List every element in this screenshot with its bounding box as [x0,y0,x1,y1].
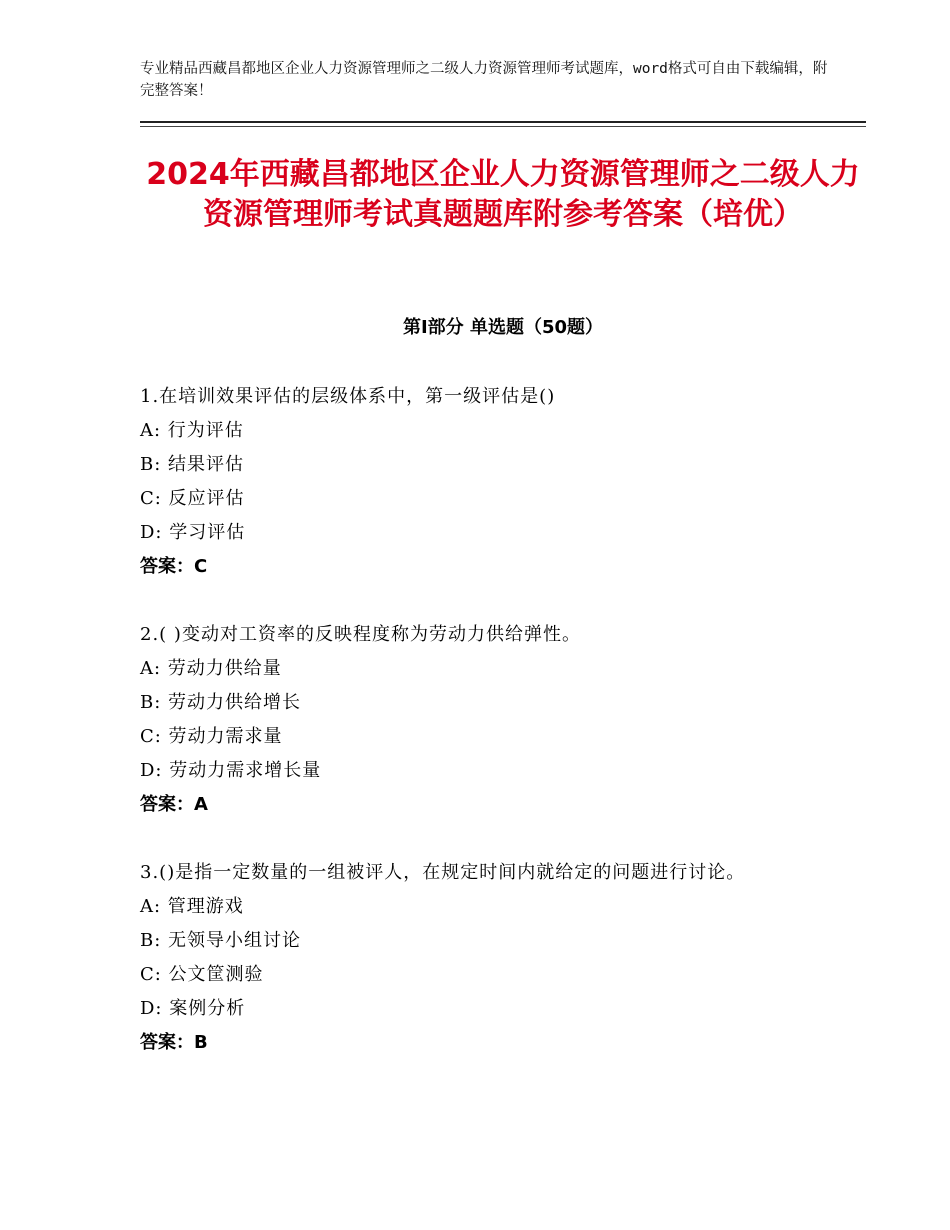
section-title: 第Ⅰ部分 单选题（50题） [402,317,603,338]
question-stem: 2.( )变动对工资率的反映程度称为劳动力供给弹性。 [140,624,581,645]
option-d: D: 劳动力需求增长量 [140,760,322,781]
option-c: C: 公文筐测验 [140,964,264,985]
header-note: 专业精品西藏昌都地区企业人力资源管理师之二级人力资源管理师考试题库，word格式可自由下载编辑，附完整答案！ [140,61,828,99]
option-a: A: 劳动力供给量 [140,658,282,679]
option-a: A: 管理游戏 [140,896,244,917]
option-b: B: 结果评估 [140,454,245,475]
option-a: A: 行为评估 [140,420,244,441]
option-d: D: 学习评估 [140,522,246,543]
option-c: C: 反应评估 [140,488,245,509]
question-block [140,856,800,1060]
question-block [140,618,800,822]
option-d: D: 案例分析 [140,998,246,1019]
answer: 答案：C [140,556,208,577]
answer: 答案：B [140,1032,208,1053]
answer: 答案：A [140,794,208,815]
option-b: B: 无领导小组讨论 [140,930,302,951]
question-stem: 3.()是指一定数量的一组被评人，在规定时间内就给定的问题进行讨论。 [140,862,746,883]
header-divider [140,121,866,123]
document-title: 2024年西藏昌都地区企业人力资源管理师之二级人力资源管理师考试真题题库附参考答案（培优） [146,157,860,232]
option-b: B: 劳动力供给增长 [140,692,302,713]
question-block [140,380,800,584]
question-stem: 1.在培训效果评估的层级体系中，第一级评估是() [140,386,556,407]
header-divider-thin [140,126,866,127]
option-c: C: 劳动力需求量 [140,726,283,747]
